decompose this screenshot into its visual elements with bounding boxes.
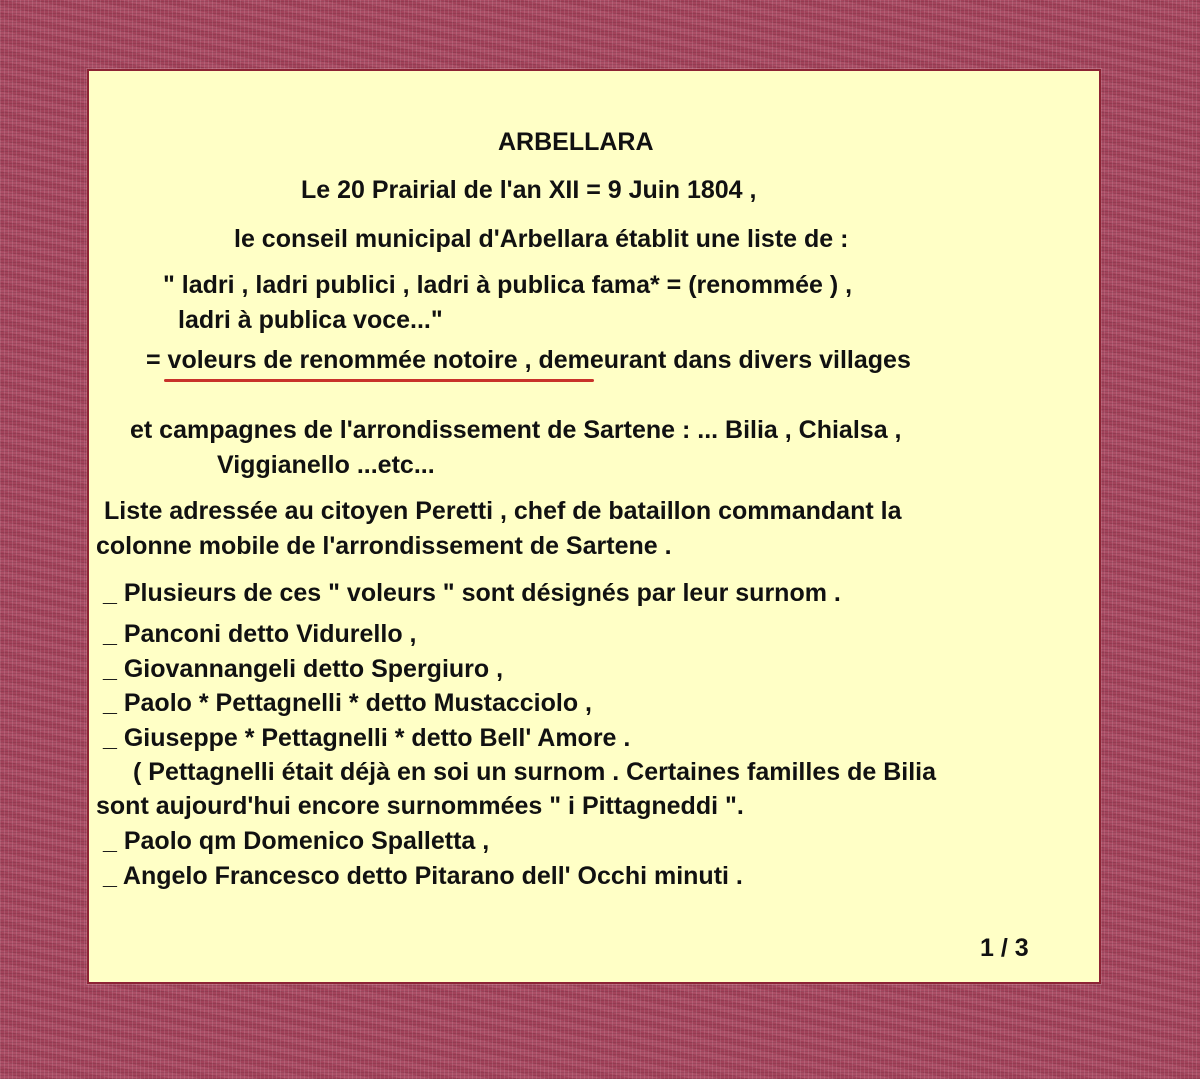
list-item-giuseppe-pettagnelli: _ Giuseppe * Pettagnelli * detto Bell' Amore . [103, 724, 631, 752]
text-line-ladri: " ladri , ladri publici , ladri à publica fama* = (renommée ) , [163, 271, 853, 299]
list-item-giovannangeli: _ Giovannangeli detto Spergiuro , [103, 655, 504, 683]
list-item-paolo-pettagnelli: _ Paolo * Pettagnelli * detto Mustacciolo , [103, 689, 592, 717]
text-underline [164, 379, 594, 382]
text-line-viggianello: Viggianello ...etc... [217, 451, 435, 479]
text-line-note: ( Pettagnelli était déjà en soi un surnom . Certaines familles de Bilia [133, 758, 936, 786]
text-line-colonne: colonne mobile de l'arrondissement de Sartene . [96, 532, 672, 560]
document-title: ARBELLARA [498, 128, 654, 156]
text-line-voleurs: = voleurs de renommée notoire , demeurant dans divers villages [146, 346, 911, 374]
text-line-council: le conseil municipal d'Arbellara établit une liste de : [234, 225, 849, 253]
list-item-panconi: _ Panconi detto Vidurello , [103, 620, 417, 648]
page-number: 1 / 3 [980, 934, 1029, 962]
text-line-ladri-voce: ladri à publica voce..." [178, 306, 443, 334]
text-line-plusieurs: _ Plusieurs de ces " voleurs " sont désignés par leur surnom . [103, 579, 841, 607]
text-line-liste: Liste adressée au citoyen Peretti , chef de bataillon commandant la [104, 497, 902, 525]
list-item-spalletta: _ Paolo qm Domenico Spalletta , [103, 827, 490, 855]
list-item-angelo-francesco: _ Angelo Francesco detto Pitarano dell' Occhi minuti . [103, 862, 743, 890]
text-line-date: Le 20 Prairial de l'an XII = 9 Juin 1804 , [301, 176, 757, 204]
text-line-note-cont: sont aujourd'hui encore surnommées " i Pittagneddi ". [96, 792, 744, 820]
document-panel [87, 69, 1101, 984]
text-line-campagnes: et campagnes de l'arrondissement de Sartene : ... Bilia , Chialsa , [130, 416, 902, 444]
